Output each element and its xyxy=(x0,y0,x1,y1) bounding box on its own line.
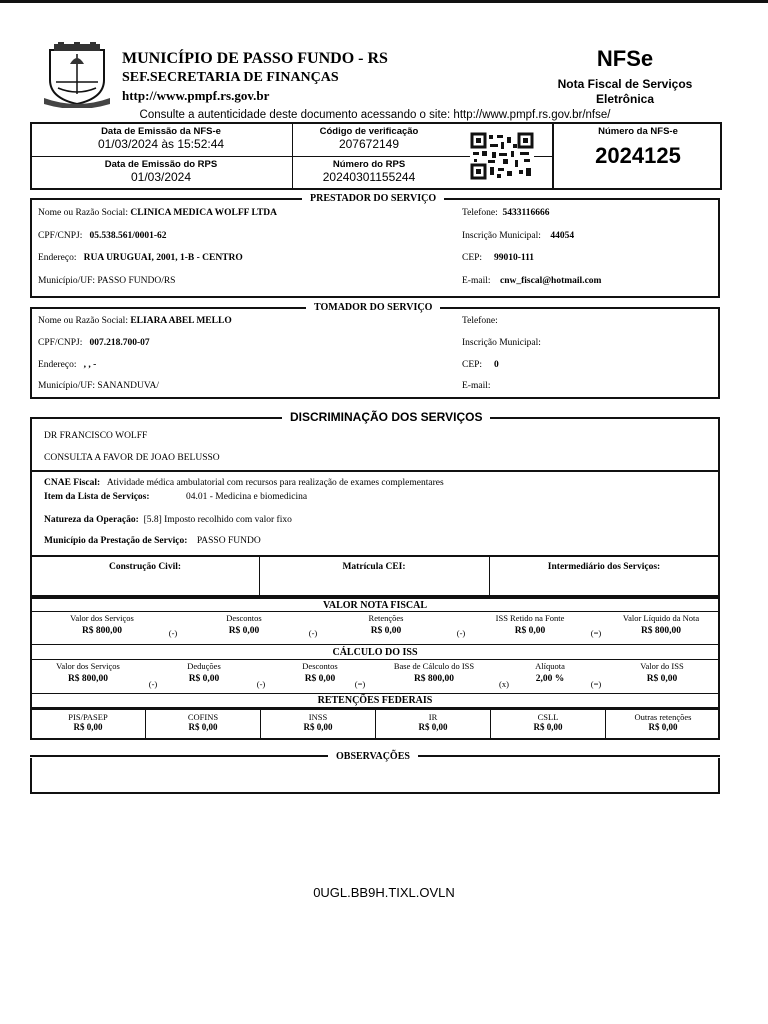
value: cnw_fiscal@hotmail.com xyxy=(500,276,602,286)
valor-nota-item xyxy=(468,613,592,636)
municipio-title: MUNICÍPIO DE PASSO FUNDO - RS xyxy=(122,50,388,67)
value: R$ 800,00 xyxy=(81,626,123,636)
label: E-mail: xyxy=(462,276,491,286)
value: 44054 xyxy=(550,231,575,241)
doc-type-title: NFSe xyxy=(596,46,654,71)
label: Nome ou Razão Social: xyxy=(38,208,128,218)
codigo-verificacao xyxy=(294,126,444,151)
label: Valor Líquido da Nota xyxy=(622,613,700,623)
divider xyxy=(31,644,719,645)
label: IR xyxy=(428,712,438,722)
valor-nota-item xyxy=(184,613,304,636)
value: [5.8] Imposto recolhido com valor fixo xyxy=(143,515,292,525)
prestador-inscricao xyxy=(462,231,574,241)
retencao-item xyxy=(32,712,144,732)
value: R$ 800,00 xyxy=(67,674,109,684)
discriminacao-line2: CONSULTA A FAVOR DE JOAO BELUSSO xyxy=(44,453,220,463)
value: PASSO FUNDO xyxy=(196,536,261,546)
emissao-nfse xyxy=(32,126,290,151)
cnae xyxy=(44,478,444,488)
value: R$ 800,00 xyxy=(413,674,455,684)
valor-nota-title: VALOR NOTA FISCAL xyxy=(322,600,428,611)
divider xyxy=(605,709,606,739)
value: 007.218.700-07 xyxy=(89,338,150,348)
divider xyxy=(552,123,554,189)
label: Alíquota xyxy=(535,661,565,671)
operator: (=) xyxy=(590,679,602,689)
footer-code: 0UGL.BB9H.TIXL.OVLN xyxy=(313,885,455,900)
value: R$ 0,00 xyxy=(533,722,563,732)
tomador-telefone xyxy=(462,316,498,326)
doc-type-description xyxy=(536,77,714,107)
value: 99010-111 xyxy=(493,253,535,263)
label: CEP: xyxy=(462,360,483,370)
operator: (x) xyxy=(499,679,509,689)
calculo-item xyxy=(158,661,250,684)
tomador-title: TOMADOR DO SERVIÇO xyxy=(306,302,440,313)
label: INSS xyxy=(308,712,328,722)
tomador-cpf xyxy=(38,338,150,348)
label: ISS Retido na Fonte xyxy=(495,613,565,623)
tomador-endereco xyxy=(38,360,96,370)
value: SANANDUVA/ xyxy=(97,381,159,391)
operator: (-) xyxy=(456,628,466,638)
emissao-rps xyxy=(32,159,290,184)
label: Telefone: xyxy=(462,208,498,218)
value: R$ 0,00 xyxy=(188,674,220,684)
label: Município/UF: xyxy=(38,276,96,286)
valor-nota-item xyxy=(326,613,446,636)
tomador-email xyxy=(462,381,491,391)
retencoes-title: RETENÇÕES FEDERAIS xyxy=(317,695,433,706)
prestador-telefone xyxy=(462,208,549,218)
emissao-nfse-value: 01/03/2024 às 15:52:44 xyxy=(97,137,225,151)
prestador-cpf xyxy=(38,231,167,241)
item-lista-value: 04.01 - Medicina e biomedicina xyxy=(186,492,308,502)
label: Outras retenções xyxy=(634,712,692,722)
construcao-civil: Construção Civil: xyxy=(108,562,182,572)
value: ELIARA ABEL MELLO xyxy=(130,316,232,326)
value: R$ 0,00 xyxy=(73,722,103,732)
tomador-nome xyxy=(38,316,232,326)
value: CLINICA MEDICA WOLFF LTDA xyxy=(130,208,278,218)
emissao-rps-value: 01/03/2024 xyxy=(130,170,192,184)
value: R$ 0,00 xyxy=(418,722,448,732)
calculo-iss-title: CÁLCULO DO ISS xyxy=(332,647,418,658)
divider xyxy=(31,470,719,472)
label: Endereço: xyxy=(38,360,77,370)
tomador-cep xyxy=(462,360,499,370)
value: R$ 0,00 xyxy=(304,674,336,684)
value: R$ 0,00 xyxy=(370,626,402,636)
value: R$ 0,00 xyxy=(648,722,678,732)
prestador-email xyxy=(462,276,601,286)
natureza-operacao xyxy=(44,515,292,525)
observacoes-box xyxy=(30,758,720,794)
operator: (-) xyxy=(168,628,178,638)
divider xyxy=(145,709,146,739)
tomador-municipio xyxy=(38,381,159,391)
prestador-endereco xyxy=(38,253,243,263)
label: Valor dos Serviços xyxy=(70,613,134,623)
value: R$ 0,00 xyxy=(514,626,546,636)
secretaria-title: SEF.SECRETARIA DE FINANÇAS xyxy=(122,70,339,85)
retencao-item xyxy=(377,712,489,732)
numero-rps-value: 20240301155244 xyxy=(322,170,416,184)
discriminacao-line1: DR FRANCISCO WOLFF xyxy=(44,431,148,441)
divider xyxy=(260,709,261,739)
item-lista xyxy=(44,492,150,502)
label: Município/UF: xyxy=(38,381,96,391)
retencao-item xyxy=(262,712,374,732)
label: Valor do ISS xyxy=(640,661,684,671)
value: , , - xyxy=(83,360,97,370)
municipio-prestacao xyxy=(44,536,261,546)
qr-code-icon xyxy=(470,132,534,180)
municipal-crest-icon xyxy=(42,42,112,108)
label: CSLL xyxy=(537,712,559,722)
operator: (=) xyxy=(354,679,366,689)
doc-type-desc-2: Eletrônica xyxy=(595,92,655,106)
label: PIS/PASEP xyxy=(68,712,108,722)
codigo-label: Código de verificação xyxy=(319,126,419,137)
retencao-item xyxy=(607,712,719,732)
matricula-cei: Matrícula CEI: xyxy=(342,562,406,572)
divider xyxy=(490,709,491,739)
label: Telefone: xyxy=(462,316,498,326)
emissao-rps-label: Data de Emissão do RPS xyxy=(104,159,218,170)
prestador-cep xyxy=(462,253,534,263)
label: COFINS xyxy=(187,712,219,722)
retencao-item xyxy=(147,712,259,732)
label: Valor dos Serviços xyxy=(56,661,120,671)
prestador-title: PRESTADOR DO SERVIÇO xyxy=(302,193,444,204)
doc-type-desc-1: Nota Fiscal de Serviços xyxy=(557,77,693,91)
label: Item da Lista de Serviços: xyxy=(44,492,150,502)
value: R$ 0,00 xyxy=(228,626,260,636)
label: E-mail: xyxy=(462,381,491,391)
observacoes-title: OBSERVAÇÕES xyxy=(328,751,418,762)
value: 05.538.561/0001-62 xyxy=(89,231,167,241)
operator: (=) xyxy=(590,628,602,638)
numero-nfse-value: 2024125 xyxy=(595,143,681,168)
value: R$ 800,00 xyxy=(640,626,682,636)
value: 5433116666 xyxy=(502,208,550,218)
divider xyxy=(375,709,376,739)
emissao-nfse-label: Data de Emissão da NFS-e xyxy=(101,126,221,137)
label: Descontos xyxy=(302,661,338,671)
prestador-municipio xyxy=(38,276,175,286)
tomador-inscricao xyxy=(462,338,541,348)
calculo-item xyxy=(34,661,142,684)
value: 0 xyxy=(493,360,499,370)
calculo-item xyxy=(372,661,496,684)
label: Inscrição Municipal: xyxy=(462,231,541,241)
divider xyxy=(31,659,719,660)
value: Atividade médica ambulatorial com recursos para realização de exames complementares xyxy=(106,478,444,488)
operator: (-) xyxy=(308,628,318,638)
operator: (-) xyxy=(148,679,158,689)
label: CNAE Fiscal: xyxy=(44,478,101,488)
label: Descontos xyxy=(226,613,262,623)
label: CPF/CNPJ: xyxy=(38,231,83,241)
codigo-value: 207672149 xyxy=(338,137,400,151)
label: Endereço: xyxy=(38,253,77,263)
label: CEP: xyxy=(462,253,483,263)
label: Retenções xyxy=(368,613,404,623)
label: Base de Cálculo do ISS xyxy=(393,661,475,671)
value: R$ 0,00 xyxy=(188,722,218,732)
prestador-nome xyxy=(38,208,277,218)
label: Deduções xyxy=(187,661,221,671)
value: RUA URUGUAI, 2001, 1-B - CENTRO xyxy=(83,253,243,263)
label: Nome ou Razão Social: xyxy=(38,316,128,326)
valor-nota-item xyxy=(604,613,718,636)
divider xyxy=(31,693,719,694)
calculo-item xyxy=(606,661,718,684)
valor-nota-item xyxy=(42,613,162,636)
numero-rps-label: Número do RPS xyxy=(332,159,406,170)
label: Município da Prestação de Serviço: xyxy=(44,536,188,546)
value: R$ 0,00 xyxy=(646,674,678,684)
numero-rps xyxy=(294,159,444,184)
numero-nfse-label: Número da NFS-e xyxy=(598,126,678,137)
authenticity-note: Consulte a autenticidade deste documento acessando o site: http://www.pmpf.rs.gov.br/nfse/ xyxy=(139,109,611,121)
intermediario: Intermediário dos Serviços: xyxy=(547,562,661,572)
divider xyxy=(31,555,719,557)
value: 2,00 % xyxy=(535,674,565,684)
label: Natureza da Operação: xyxy=(44,515,139,525)
divider xyxy=(31,611,719,612)
numero-nfse xyxy=(556,126,720,169)
calculo-item xyxy=(510,661,590,684)
value: PASSO FUNDO/RS xyxy=(97,276,176,286)
operator: (-) xyxy=(256,679,266,689)
top-scan-edge xyxy=(0,0,768,3)
label: Inscrição Municipal: xyxy=(462,338,541,348)
site-link[interactable]: http://www.pmpf.rs.gov.br xyxy=(122,88,270,103)
value: R$ 0,00 xyxy=(303,722,333,732)
discriminacao-title: DISCRIMINAÇÃO DOS SERVIÇOS xyxy=(282,410,490,424)
retencao-item xyxy=(492,712,604,732)
label: CPF/CNPJ: xyxy=(38,338,83,348)
